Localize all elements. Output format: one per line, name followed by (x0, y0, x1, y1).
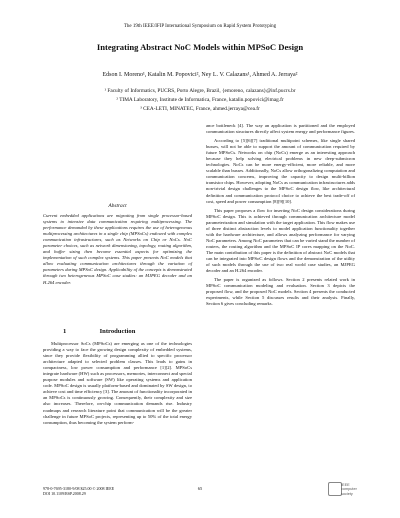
abstract-text (43, 213, 192, 289)
page-number: 65 (197, 486, 203, 491)
affiliation-2: ² TIMA Laboratory, Institute de Informatica, France, katalin.popovici@imag.fr (116, 97, 284, 103)
footer-isbn: 978-0-7695-3180-9/08 $25.00 © 2008 IEEE (43, 486, 115, 491)
paper-title: Integrating Abstract NoC Models within MPSoC Design (96, 42, 304, 52)
affiliation-1: ¹ Faculty of Informatics, PUCRS, Porto Alegre, Brazil, {emoreno, calazans}@inf.pucrs.br (104, 88, 296, 94)
logo-line: IEEE (341, 483, 350, 487)
logo-line: computer (341, 487, 357, 492)
introduction-text (43, 341, 192, 429)
footer-doi: DOI 10.1109/RSP.2008.29 (43, 491, 86, 496)
paragraph-continued: ance bottleneck [4]. The way an application is partitioned and the employed communication structures directly affect system energy and performance figures. (206, 123, 355, 135)
abstract-heading: Abstract (108, 203, 127, 209)
paragraph: According to [5][6][7] traditional multipoint schemes, like single shared busses, will not be able to support the amount of communication required by future MPSoCs. Networks on chip (NoCs) emerge as an interesting approach because they help solving electrical problems in new deep-submicron technologies. NoCs can be more energy-efficient, more reliable, and more scalable than busses. Additionally, NoCs allow orthogonalizing computation and communication concerns, improving the capacity to design multi-billion transistor chips. However, adopting NoCs as communication infrastructures adds non-trivial design challenges to the MPSoC design flow, like architectural definition and communication protocol choice to achieve the best trade-off of cost, speed and power consumption [8][9][10]. (206, 138, 355, 204)
logo-mark-icon (328, 482, 342, 496)
section-heading (43, 328, 192, 335)
introduction-paragraph: Multiprocessor SoCs (MPSoCs) are emerging as one of the technologies providing a way to face the growing design complexity of embedded systems, since they provide flexibility of programming allied to specific processor architecture adapted to selected problem classes. This leads to gains in compactness, low power consumption and performance [1][2]. MPSoCs integrate hardware (HW) such as processors, memories, interconnect and special purpose modules and software (SW) like operating systems and application code. MPSoC design is usually platform-based and dominated by SW design, to achieve cost and time efficiency [3]. The amount of functionality incorporated in an MPSoCs is continuously growing. Consequently, their complexity and size also increases. Therefore, on-chip communication demands rise. Industry roadmaps and research literature point that communication will be the greater challenge in future MPSoC projects, representing up to 50% of the total energy consumption, thus becoming the system perform- (43, 341, 192, 425)
abstract-paragraph: Current embedded applications are migrating from single processor-based systems to intensive data communication requiring multiprocessing. The performance demanded by these applications requires the use of heterogeneous multiprocessing architectures in a single chip (MPSoCs) endowed with complex communication infrastructures, such as Networks on Chip or NoCs. NoC parameter choices, such as network dimensioning, topology, routing algorithm, and buffer sizing then become essential aspects for optimizing the implementation of such complex systems. This paper presents NoC models that allow evaluating communication architectures through the variation of parameters during MPSoC design. Applicability of the concepts is demonstrated through two heterogeneous MPSoC case studies: an MJPEG decoder and an H.264 encoder. (43, 213, 192, 285)
right-column (206, 123, 355, 310)
logo-line: society (341, 491, 353, 496)
section-number: 1 (63, 328, 67, 335)
section-title: Introduction (99, 328, 136, 335)
affiliation-3: ³ CEA-LETI, MINATEC, France, ahmed.jerraya@cea.fr (140, 106, 260, 112)
logo-text (341, 483, 357, 496)
author-list: Edson I. Moreno¹, Katalin M. Popovici², Ney L. V. Calazans¹, Ahmed A. Jerraya² (102, 72, 298, 78)
ieee-computer-society-logo (328, 482, 358, 498)
conference-header: The 19th IEEE/IFIP International Symposium on Rapid System Prototyping (123, 24, 277, 29)
paragraph: The paper is organized as follows. Section 2 presents related work in MPSoC communication modeling and evaluation. Section 3 depicts the proposed flow, and the proposed NoC models. Section 4 presents the conducted experiments, while Section 5 discusses results and their analysis. Finally, Section 6 gives concluding remarks. (206, 277, 355, 307)
paragraph: This paper proposes a flow for inserting NoC design considerations during MPSoC design. This is achieved through communication architecture model parameterization and simulation with the target application. This flow makes use of three distinct abstraction levels to model application functionality together with the hardware architecture, and allows analyzing performance for varying NoC parameters. Among NoC parameters that can be varied stand the number of routers, the routing algorithm and the MPSoC IP cores mapping on the NoC. The main contribution of this paper is the definition of abstract NoC models that can be integrated into MPSoC design flows and the demonstration of the utility of such models through the use of two real world case studies, an MJPEG decoder and an H.264 encoder. (206, 207, 355, 274)
